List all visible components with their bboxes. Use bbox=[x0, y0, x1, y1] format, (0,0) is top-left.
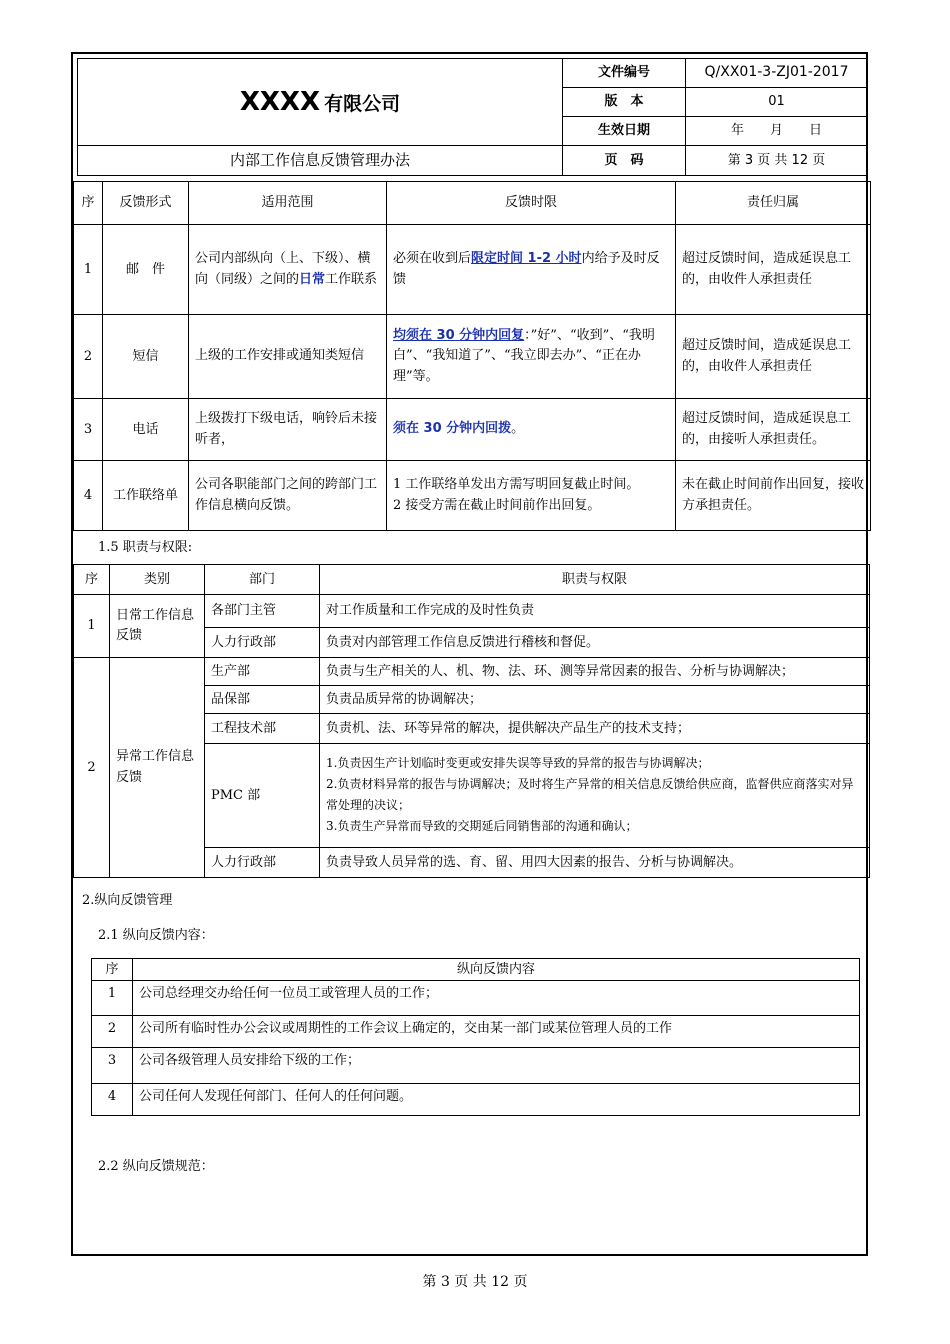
col-header-duty: 职责与权限 bbox=[320, 565, 870, 595]
company-name bbox=[78, 59, 563, 146]
table-row bbox=[74, 595, 870, 628]
section-heading: 1.5 职责与权限: bbox=[98, 540, 193, 555]
row-resp: 超过反馈时间，造成延误息工的，由收件人承担责任 bbox=[676, 225, 871, 315]
scope-highlight: 日常 bbox=[299, 271, 326, 287]
document-header bbox=[77, 58, 868, 176]
col-header-dept: 部门 bbox=[205, 565, 320, 595]
row-no: 4 bbox=[92, 1084, 133, 1116]
row-no: 2 bbox=[74, 658, 110, 878]
row-form: 短信 bbox=[103, 315, 189, 399]
table-row bbox=[74, 658, 870, 686]
doc-title: 内部工作信息反馈管理办法 bbox=[78, 146, 563, 176]
row-limit bbox=[387, 461, 676, 531]
row-form: 邮 件 bbox=[103, 225, 189, 315]
row-resp: 未在截止时间前作出回复，接收方承担责任。 bbox=[676, 461, 871, 531]
row-form: 工作联络单 bbox=[103, 461, 189, 531]
row-dept: 各部门主管 bbox=[205, 595, 320, 628]
table-row bbox=[92, 981, 860, 1016]
row-no: 3 bbox=[92, 1048, 133, 1084]
row-limit bbox=[387, 315, 676, 399]
row-category: 异常工作信息反馈 bbox=[110, 658, 205, 878]
col-header-content: 纵向反馈内容 bbox=[133, 959, 860, 981]
limit-highlight: 均须在 30 分钟内回复 bbox=[393, 328, 525, 344]
col-header-no: 序 bbox=[92, 959, 133, 981]
row-dept: PMC 部 bbox=[205, 744, 320, 848]
scope-text: 工作联系 bbox=[325, 271, 378, 287]
effective-date-label: 生效日期 bbox=[563, 117, 686, 146]
col-header-scope: 适用范围 bbox=[189, 182, 387, 225]
table-row bbox=[92, 1016, 860, 1048]
row-resp: 超过反馈时间，造成延误息工的，由接听人承担责任。 bbox=[676, 399, 871, 461]
row-dept: 工程技术部 bbox=[205, 714, 320, 744]
doc-no-value: Q/XX01-3-ZJ01-2017 bbox=[686, 59, 868, 88]
version-label: 版 本 bbox=[563, 88, 686, 117]
row-dept: 人力行政部 bbox=[205, 848, 320, 878]
table-row bbox=[92, 1084, 860, 1116]
section-heading: 2.纵向反馈管理 bbox=[82, 893, 173, 908]
duty-line: 3.负责生产异常而导致的交期延后同销售部的沟通和确认； bbox=[326, 818, 638, 833]
company-name-suffix: 有限公司 bbox=[324, 92, 401, 115]
limit-highlight: 须在 30 分钟内回拨 bbox=[393, 421, 512, 437]
section-heading: 2.1 纵向反馈内容： bbox=[98, 928, 214, 943]
company-name-x: XXXX bbox=[239, 86, 321, 117]
page-label: 页 码 bbox=[563, 146, 686, 176]
row-scope: 上级的工作安排或通知类短信 bbox=[189, 315, 387, 399]
limit-text: ：”好”、“收到”、“我明白”、“我知道了”、“我立即去办”、“正在办理”等。 bbox=[393, 328, 655, 384]
version-value: 01 bbox=[686, 88, 868, 117]
limit-line: 1 工作联络单发出方需写明回复截止时间。 bbox=[393, 477, 640, 493]
row-form: 电话 bbox=[103, 399, 189, 461]
row-duty: 负责品质异常的协调解决； bbox=[320, 686, 870, 714]
table-row bbox=[74, 461, 871, 531]
limit-line: 2 接受方需在截止时间前作出回复。 bbox=[393, 497, 601, 513]
effective-date-value: 年 月 日 bbox=[686, 117, 868, 146]
row-no: 2 bbox=[74, 315, 103, 399]
row-no: 1 bbox=[92, 981, 133, 1016]
row-duty: 负责导致人员异常的选、育、留、用四大因素的报告、分析与协调解决。 bbox=[320, 848, 870, 878]
row-category: 日常工作信息反馈 bbox=[110, 595, 205, 658]
row-content: 公司总经理交办给任何一位员工或管理人员的工作； bbox=[133, 981, 860, 1016]
limit-text: 。 bbox=[511, 421, 525, 437]
row-no: 1 bbox=[74, 595, 110, 658]
col-header-category: 类别 bbox=[110, 565, 205, 595]
table-row bbox=[74, 399, 871, 461]
row-duty bbox=[320, 744, 870, 848]
row-dept: 品保部 bbox=[205, 686, 320, 714]
row-duty: 负责对内部管理工作信息反馈进行稽核和督促。 bbox=[320, 628, 870, 658]
duty-line: 2.负责材料异常的报告与协调解决；及时将生产异常的相关信息反馈给供应商，监督供应商落实对异常处理的决议； bbox=[326, 776, 854, 812]
table-row bbox=[74, 315, 871, 399]
row-scope: 公司各职能部门之间的跨部门工作信息横向反馈。 bbox=[189, 461, 387, 531]
feedback-table bbox=[73, 181, 871, 531]
row-scope: 上级拨打下级电话，响铃后未接听者， bbox=[189, 399, 387, 461]
duty-line: 1.负责因生产计划临时变更或安排失误等导致的异常的报告与协调解决； bbox=[326, 755, 710, 770]
scope-text: 公司内部纵向（上、下级）、横向（同级）之间的 bbox=[195, 251, 371, 287]
limit-text: 内给予及时反馈 bbox=[393, 251, 660, 287]
row-no: 4 bbox=[74, 461, 103, 531]
row-limit bbox=[387, 399, 676, 461]
row-no: 2 bbox=[92, 1016, 133, 1048]
row-content: 公司所有临时性办公会议或周期性的工作会议上确定的，交由某一部门或某位管理人员的工作 bbox=[133, 1016, 860, 1048]
col-header-limit: 反馈时限 bbox=[387, 182, 676, 225]
row-no: 1 bbox=[74, 225, 103, 315]
col-header-no: 序 bbox=[74, 182, 103, 225]
page-footer: 第 3 页 共 12 页 bbox=[422, 1274, 528, 1290]
row-dept: 生产部 bbox=[205, 658, 320, 686]
col-header-no: 序 bbox=[74, 565, 110, 595]
doc-no-label: 文件编号 bbox=[563, 59, 686, 88]
limit-highlight: 限定时间 1-2 小时 bbox=[471, 251, 582, 267]
row-no: 3 bbox=[74, 399, 103, 461]
row-duty: 负责与生产相关的人、机、物、法、环、测等异常因素的报告、分析与协调解决； bbox=[320, 658, 870, 686]
row-duty: 对工作质量和工作完成的及时性负责 bbox=[320, 595, 870, 628]
vertical-feedback-table bbox=[91, 958, 860, 1116]
duty-table bbox=[73, 564, 870, 878]
row-dept: 人力行政部 bbox=[205, 628, 320, 658]
row-content: 公司各级管理人员安排给下级的工作； bbox=[133, 1048, 860, 1084]
row-resp: 超过反馈时间，造成延误息工的，由收件人承担责任 bbox=[676, 315, 871, 399]
page-value: 第 3 页 共 12 页 bbox=[686, 146, 868, 176]
limit-text: 必须在收到后 bbox=[393, 251, 472, 267]
table-row bbox=[74, 225, 871, 315]
row-duty: 负责机、法、环等异常的解决，提供解决产品生产的技术支持； bbox=[320, 714, 870, 744]
row-limit bbox=[387, 225, 676, 315]
row-scope bbox=[189, 225, 387, 315]
col-header-resp: 责任归属 bbox=[676, 182, 871, 225]
table-row bbox=[92, 1048, 860, 1084]
row-content: 公司任何人发现任何部门、任何人的任何问题。 bbox=[133, 1084, 860, 1116]
section-heading: 2.2 纵向反馈规范： bbox=[98, 1159, 214, 1174]
col-header-form: 反馈形式 bbox=[103, 182, 189, 225]
